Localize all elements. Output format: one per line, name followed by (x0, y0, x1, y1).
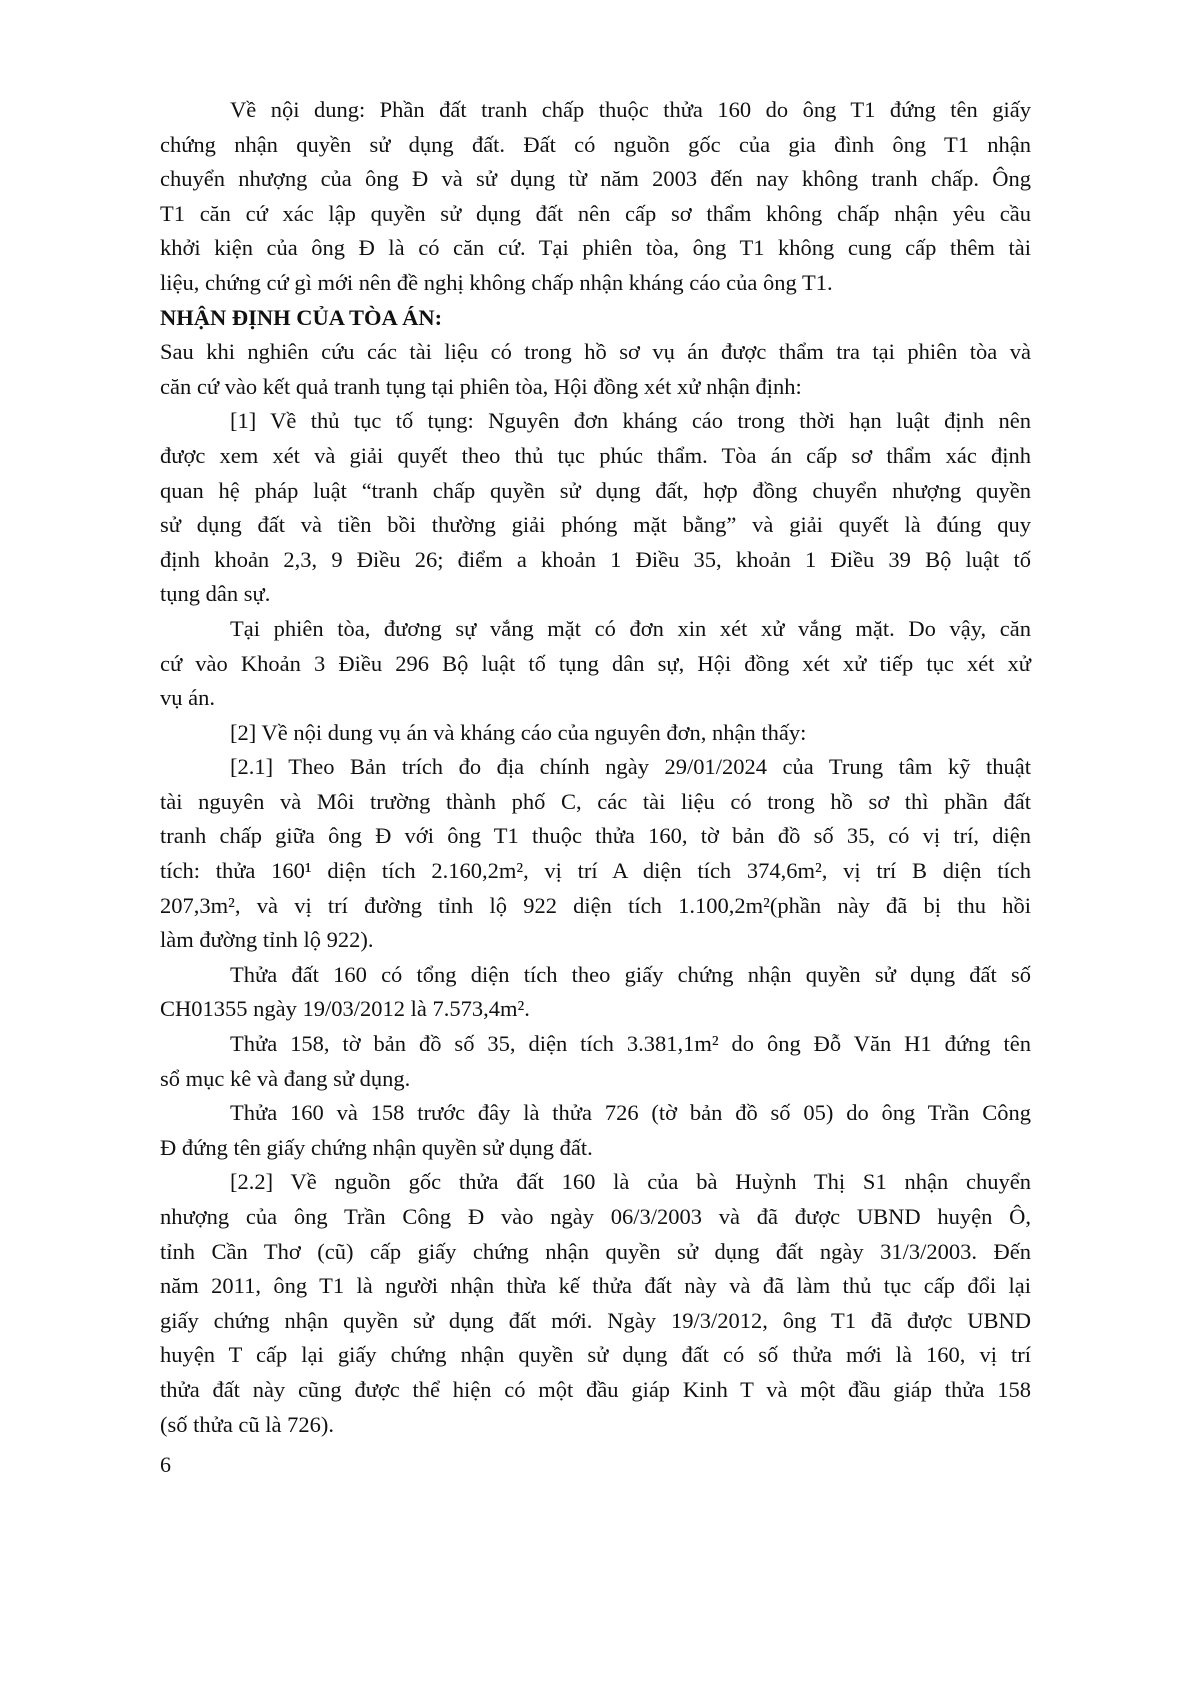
text-line: Đ đứng tên giấy chứng nhận quyền sử dụng đất. (160, 1134, 593, 1160)
paragraph (160, 335, 1031, 404)
text-line: khởi kiện của ông Đ là có căn cứ. Tại phiên tòa, ông T1 không cung cấp thêm tài (160, 235, 1031, 261)
paragraph (160, 1027, 1031, 1096)
text-line: Về nội dung: Phần đất tranh chấp thuộc thửa 160 do ông T1 đứng tên giấy (230, 97, 1031, 122)
text-line: (số thửa cũ là 726). (160, 1411, 335, 1437)
section-heading (160, 301, 1031, 336)
text-line: tụng dân sự. (160, 581, 271, 607)
text-line: Thửa 160 và 158 trước đây là thửa 726 (tờ bản đồ số 05) do ông Trần Công (230, 1100, 1031, 1126)
text-line: sử dụng đất và tiền bồi thường giải phóng mặt bằng” và giải quyết là đúng quy (160, 512, 1031, 538)
text-line: nhượng của ông Trần Công Đ vào ngày 06/3/2003 và đã được UBND huyện Ô, (160, 1204, 1031, 1229)
paragraph (160, 612, 1031, 716)
text-line: 207,3m², và vị trí đường tỉnh lộ 922 diện tích 1.100,2m²(phần này đã bị thu hồi (160, 892, 1031, 918)
page-number: 6 (160, 1452, 171, 1477)
text-line: được xem xét và giải quyết theo thủ tục phúc thẩm. Tòa án cấp sơ thẩm xác định (160, 442, 1031, 468)
text-line: liệu, chứng cứ gì mới nên đề nghị không chấp nhận kháng cáo của ông T1. (160, 269, 833, 295)
text-line: Tại phiên tòa, đương sự vắng mặt có đơn xin xét xử vắng mặt. Do vậy, căn (230, 615, 1031, 641)
paragraph (160, 750, 1031, 958)
paragraph (160, 404, 1031, 612)
text-line: tỉnh Cần Thơ (cũ) cấp giấy chứng nhận quyền sử dụng đất ngày 31/3/2003. Đến (160, 1238, 1031, 1264)
text-line: vụ án. (160, 685, 215, 711)
paragraph (160, 716, 1031, 751)
text-line: T1 căn cứ xác lập quyền sử dụng đất nên cấp sơ thẩm không chấp nhận yêu cầu (160, 200, 1031, 226)
text-line: tranh chấp giữa ông Đ với ông T1 thuộc thửa 160, tờ bản đồ số 35, có vị trí, diện (160, 823, 1031, 849)
text-line: giấy chứng nhận quyền sử dụng đất mới. Ngày 19/3/2012, ông T1 đã được UBND (160, 1307, 1031, 1333)
text-line: tài nguyên và Môi trường thành phố C, các tài liệu có trong hồ sơ thì phần đất (160, 788, 1031, 814)
text-line: CH01355 ngày 19/03/2012 là 7.573,4m². (160, 996, 530, 1022)
text-line: Sau khi nghiên cứu các tài liệu có trong hồ sơ vụ án được thẩm tra tại phiên tòa và (160, 339, 1031, 365)
text-line: năm 2011, ông T1 là người nhận thừa kế thửa đất này và đã làm thủ tục cấp đổi lại (160, 1273, 1031, 1299)
text-line: [2.2] Về nguồn gốc thửa đất 160 là của bà Huỳnh Thị S1 nhận chuyển (230, 1169, 1031, 1195)
text-line: [2.1] Theo Bản trích đo địa chính ngày 29/01/2024 của Trung tâm kỹ thuật (230, 754, 1031, 780)
text-line: định khoản 2,3, 9 Điều 26; điểm a khoản 1 Điều 35, khoản 1 Điều 39 Bộ luật tố (160, 546, 1031, 572)
paragraph (160, 958, 1031, 1027)
text-line: sổ mục kê và đang sử dụng. (160, 1065, 411, 1091)
text-line: Thửa đất 160 có tổng diện tích theo giấy chứng nhận quyền sử dụng đất số (230, 961, 1031, 987)
text-line: tích: thửa 160¹ diện tích 2.160,2m², vị trí A diện tích 374,6m², vị trí B diện tích (160, 858, 1031, 884)
text-line: chứng nhận quyền sử dụng đất. Đất có nguồn gốc của gia đình ông T1 nhận (160, 131, 1031, 157)
paragraph (160, 1096, 1031, 1165)
text-line: quan hệ pháp luật “tranh chấp quyền sử dụng đất, hợp đồng chuyển nhượng quyền (160, 477, 1031, 503)
document-body (160, 93, 1031, 1442)
paragraph (160, 93, 1031, 301)
text-line: NHẬN ĐỊNH CỦA TÒA ÁN: (160, 304, 443, 330)
text-line: làm đường tỉnh lộ 922). (160, 927, 374, 953)
text-line: [2] Về nội dung vụ án và kháng cáo của nguyên đơn, nhận thấy: (230, 719, 807, 745)
text-line: thửa đất này cũng được thể hiện có một đầu giáp Kinh T và một đầu giáp thửa 158 (160, 1376, 1031, 1402)
text-line: [1] Về thủ tục tố tụng: Nguyên đơn kháng cáo trong thời hạn luật định nên (230, 408, 1031, 434)
paragraph (160, 1165, 1031, 1442)
text-line: chuyển nhượng của ông Đ và sử dụng từ năm 2003 đến nay không tranh chấp. Ông (160, 166, 1031, 192)
text-line: Thửa 158, tờ bản đồ số 35, diện tích 3.381,1m² do ông Đỗ Văn H1 đứng tên (230, 1031, 1031, 1057)
text-line: cứ vào Khoản 3 Điều 296 Bộ luật tố tụng dân sự, Hội đồng xét xử tiếp tục xét xử (160, 650, 1031, 676)
text-line: căn cứ vào kết quả tranh tụng tại phiên tòa, Hội đồng xét xử nhận định: (160, 373, 802, 399)
text-line: huyện T cấp lại giấy chứng nhận quyền sử dụng đất có số thửa mới là 160, vị trí (160, 1342, 1031, 1368)
